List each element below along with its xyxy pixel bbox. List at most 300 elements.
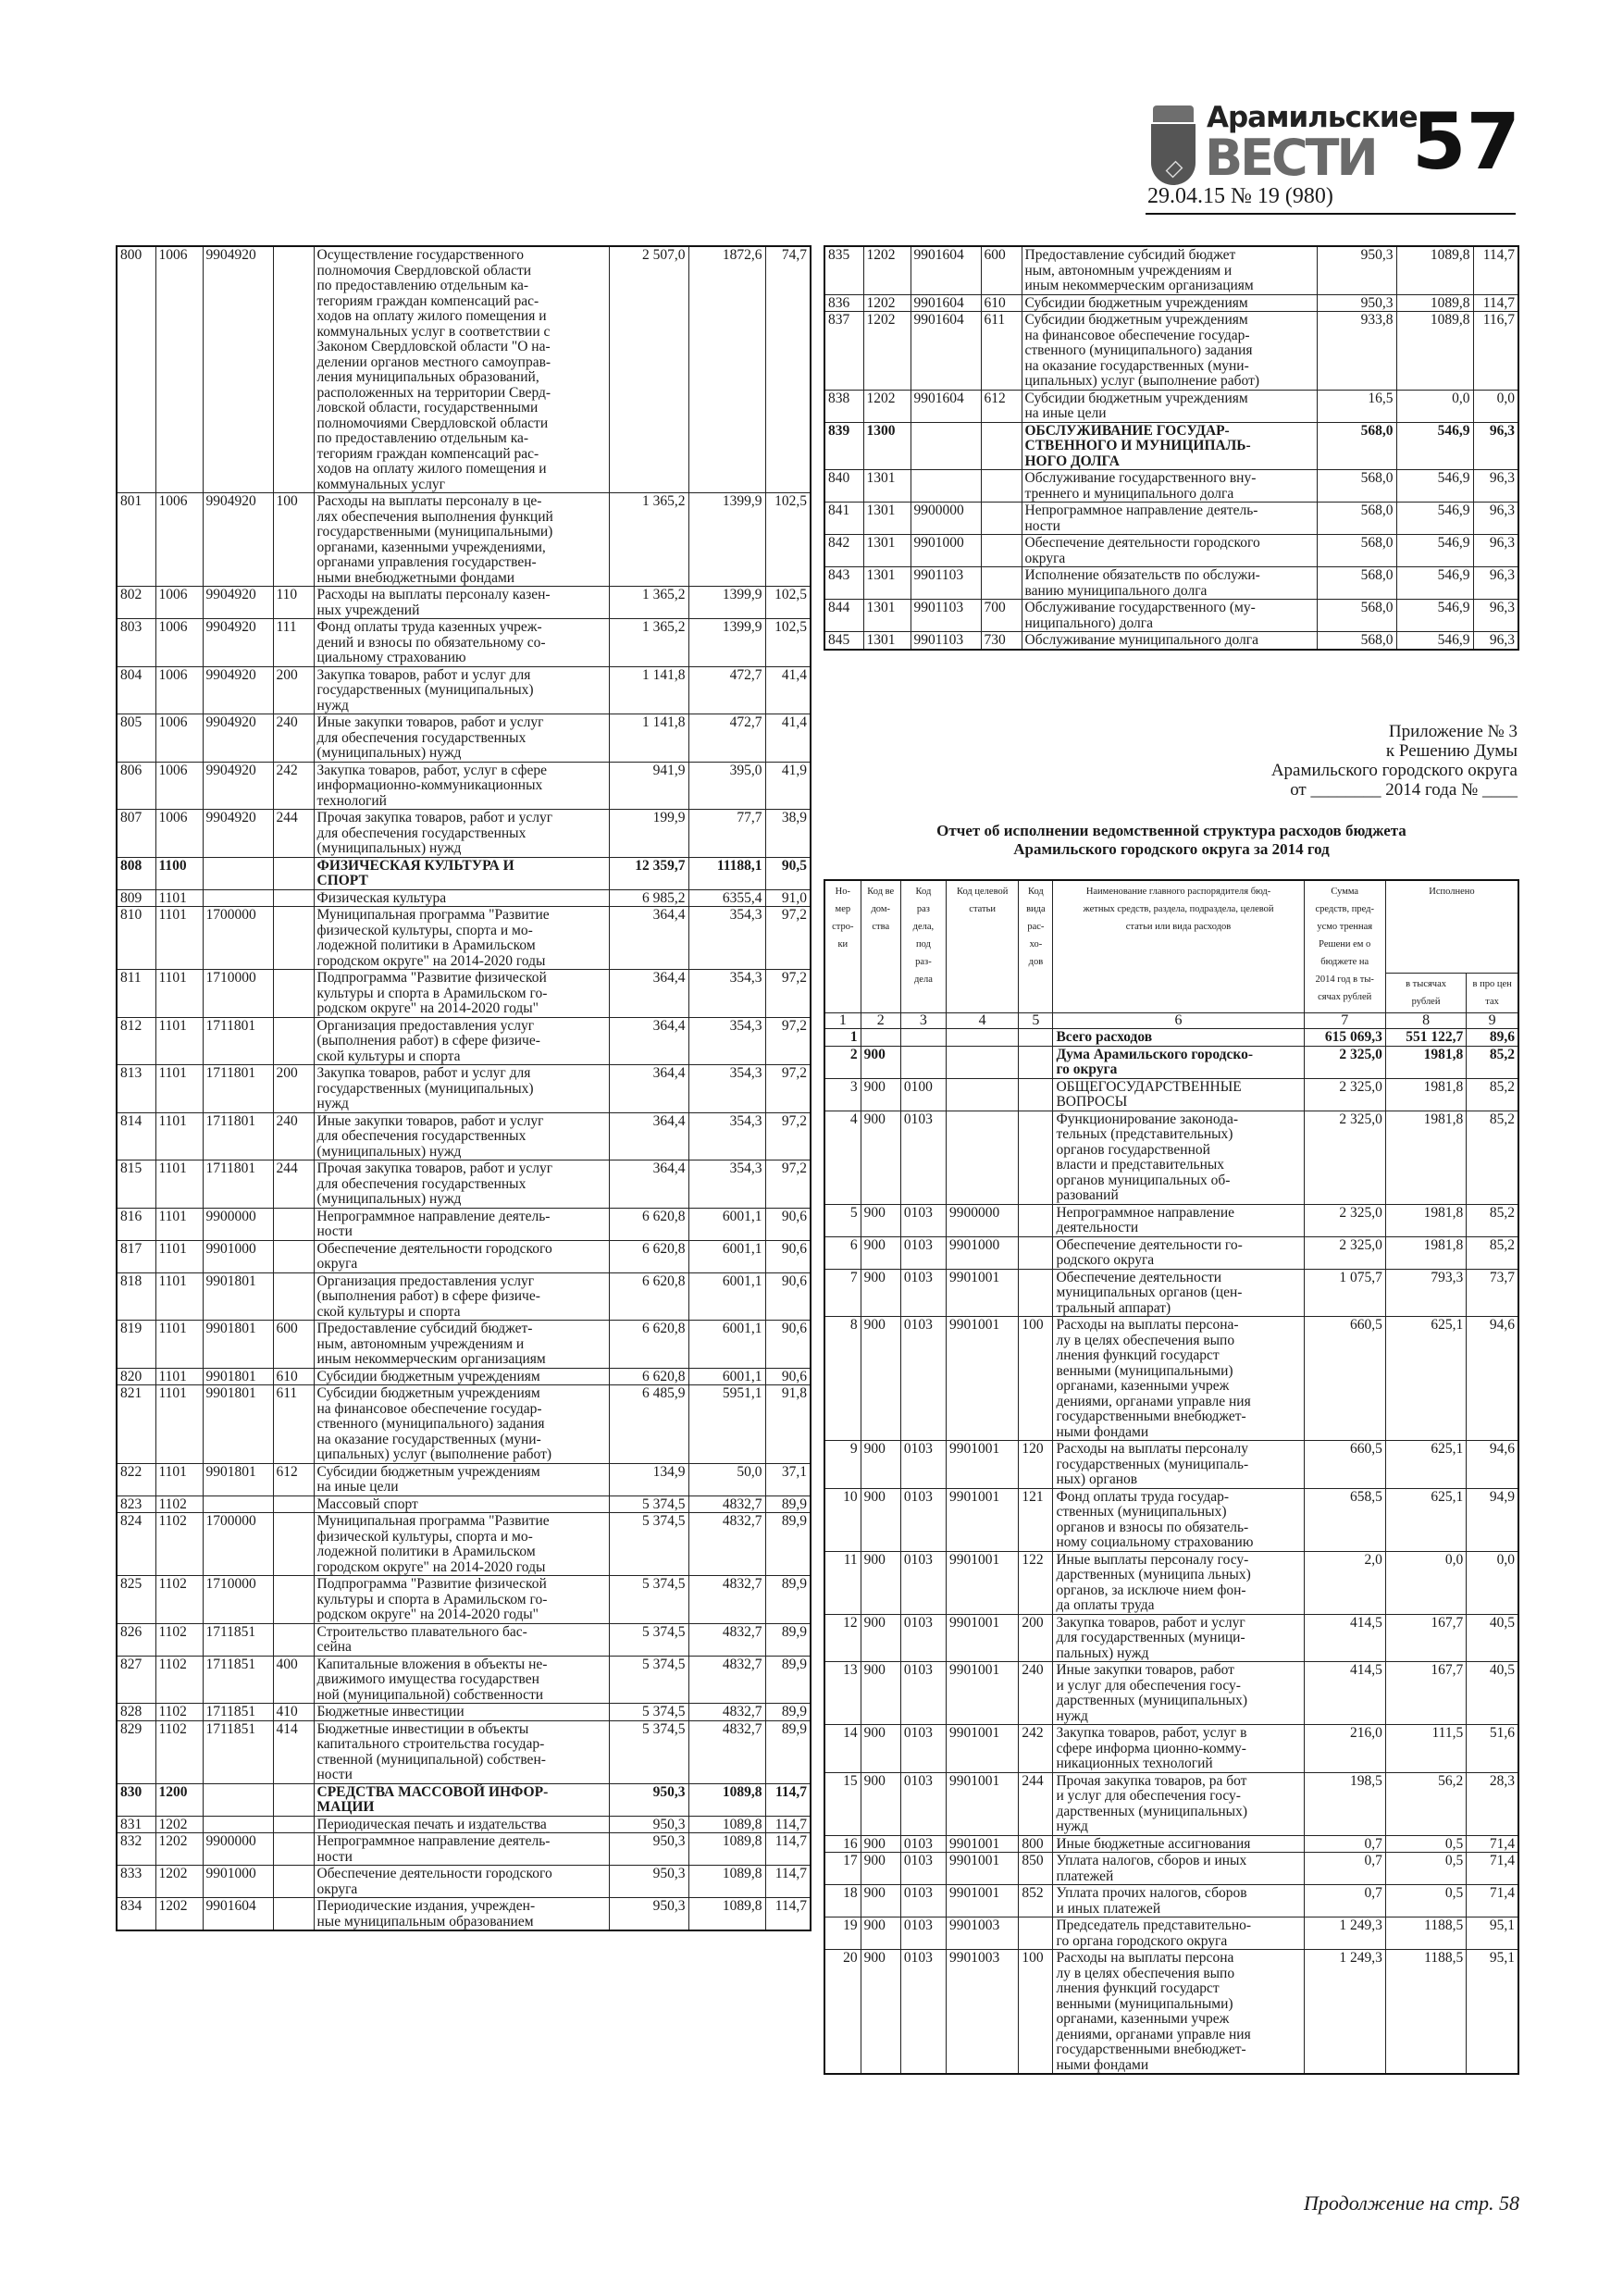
table-cell: 600	[273, 1321, 314, 1369]
table-cell: 89,9	[765, 1513, 811, 1576]
table-cell: 11	[824, 1551, 861, 1614]
table-row	[117, 1385, 811, 1464]
table-cell: 850	[1019, 1853, 1053, 1885]
table-cell	[203, 1496, 273, 1513]
table-cell: Подпрограмма "Развитие физической культуры и спорта в Арамильском го- родском округе" на 2014-2020 годы"	[314, 1576, 609, 1624]
table-cell: 1 249,3	[1304, 1917, 1385, 1950]
table-cell: 832	[117, 1833, 155, 1866]
table-cell	[911, 470, 981, 503]
continued-note: Продолжение на стр. 58	[1304, 2191, 1519, 2215]
header-dept-code: Код ве дом- ства	[861, 880, 900, 1012]
table-cell: 1101	[155, 1112, 203, 1160]
table-cell: 6001,1	[688, 1368, 765, 1385]
table-cell: Непрограммное направление деятель- ности	[1022, 503, 1317, 535]
table-cell	[1019, 1029, 1053, 1047]
table-cell: 1 365,2	[609, 587, 688, 619]
table-cell: 122	[1019, 1551, 1053, 1614]
table-cell	[911, 422, 981, 470]
coat-of-arms-logo	[1149, 105, 1197, 191]
table-cell: 6 485,9	[609, 1385, 688, 1464]
table-cell: 807	[117, 810, 155, 858]
table-cell: ОБСЛУЖИВАНИЕ ГОСУДАР- СТВЕННОГО И МУНИЦИПАЛЬ- НОГО ДОЛГА	[1022, 422, 1317, 470]
table-row	[117, 1720, 811, 1783]
table-cell	[273, 1496, 314, 1513]
table-cell	[900, 1046, 946, 1078]
table-row	[824, 390, 1518, 422]
table-cell: 354,3	[688, 970, 765, 1018]
table-cell: 9901000	[203, 1866, 273, 1898]
column-number: 9	[1467, 1012, 1518, 1029]
table-cell: 0,0	[1473, 390, 1518, 422]
table-row	[824, 1317, 1518, 1441]
table-cell: 20	[824, 1950, 861, 2075]
column-number: 5	[1019, 1012, 1053, 1029]
table-cell: 100	[273, 493, 314, 587]
table-cell: Субсидии бюджетным учреждениям	[314, 1368, 609, 1385]
table-cell: 97,2	[765, 1065, 811, 1113]
table-cell: 1300	[863, 422, 911, 470]
table-cell: 1202	[863, 312, 911, 391]
table-cell: 900	[861, 1917, 900, 1950]
table-cell: Непрограммное направление деятельности	[1053, 1204, 1304, 1236]
table-cell: Закупка товаров, работ, услуг в сфере информа ционно-комму- никационных технологий	[1053, 1725, 1304, 1773]
table-cell: Исполнение обязательств по обслужи- ванию муниципального долга	[1022, 567, 1317, 600]
table-cell: 167,7	[1385, 1662, 1466, 1725]
table-cell: 5 374,5	[609, 1513, 688, 1576]
table-cell: 941,9	[609, 762, 688, 810]
table-row	[117, 246, 811, 493]
table-cell: 9904920	[203, 762, 273, 810]
table-cell: 816	[117, 1208, 155, 1240]
table-cell	[981, 422, 1022, 470]
table-cell: Обслуживание государственного вну- треннего и муниципального долга	[1022, 470, 1317, 503]
column-number-row	[824, 1012, 1518, 1029]
table-cell: 9901103	[911, 567, 981, 600]
table-cell: 56,2	[1385, 1772, 1466, 1835]
table-cell: 0103	[900, 1204, 946, 1236]
table-cell: 900	[861, 1835, 900, 1853]
table-cell: 167,7	[1385, 1614, 1466, 1662]
table-cell: 1399,9	[688, 493, 765, 587]
table-cell	[981, 567, 1022, 600]
table-cell	[273, 1017, 314, 1065]
table-row	[117, 1898, 811, 1931]
table-cell: 1006	[155, 810, 203, 858]
column-number: 4	[947, 1012, 1019, 1029]
table-cell: 364,4	[609, 1017, 688, 1065]
table-cell: 625,1	[1385, 1317, 1466, 1441]
table-cell: 568,0	[1317, 470, 1396, 503]
table-row	[824, 632, 1518, 650]
table-cell: Предоставление субсидий бюджет ным, автономным учреждениям и иным некоммерческим организациям	[1022, 246, 1317, 294]
table-cell: 1711851	[203, 1704, 273, 1721]
table-row	[117, 1833, 811, 1866]
table-cell: 950,3	[609, 1783, 688, 1816]
table-cell: 900	[861, 1614, 900, 1662]
table-cell: 96,3	[1473, 567, 1518, 600]
table-cell: 1872,6	[688, 246, 765, 493]
table-cell: 730	[981, 632, 1022, 650]
table-cell: 9900000	[203, 1208, 273, 1240]
table-cell: 73,7	[1467, 1269, 1518, 1317]
table-cell: Субсидии бюджетным учреждениям на финансовое обеспечение государ- ственного (муниципального) задания на оказание государственных (муни- ципальных) услуг (выполнение работ)	[1022, 312, 1317, 391]
table-cell: 793,3	[1385, 1269, 1466, 1317]
table-cell: 9901801	[203, 1368, 273, 1385]
header-target-code: Код целевой статьи	[947, 880, 1019, 1012]
table-cell: 950,3	[609, 1898, 688, 1931]
table-cell	[1019, 1917, 1053, 1950]
table-cell: 1700000	[203, 907, 273, 970]
table-cell: 804	[117, 666, 155, 714]
table-cell: 97,2	[765, 907, 811, 970]
table-cell: 838	[824, 390, 863, 422]
table-cell: 900	[861, 1662, 900, 1725]
table-cell: 1711801	[203, 1017, 273, 1065]
table-row	[824, 1204, 1518, 1236]
table-cell: 114,7	[765, 1833, 811, 1866]
table-cell: 6001,1	[688, 1321, 765, 1369]
table-cell	[273, 1833, 314, 1866]
table-cell: 822	[117, 1463, 155, 1496]
table-cell: 834	[117, 1898, 155, 1931]
table-cell: 1101	[155, 1385, 203, 1464]
table-row	[824, 1853, 1518, 1885]
table-cell: Расходы на выплаты персона- лу в целях обеспечения выпо лнения функций государст венными (муниципальными) органами, казенными учреж дениями, органами управле ния государственными внебюджет- ными фондами	[1053, 1317, 1304, 1441]
table-cell: 12 359,7	[609, 857, 688, 889]
issue-date: 29.04.15 № 19 (980)	[1147, 184, 1333, 208]
table-cell: 354,3	[688, 1160, 765, 1209]
table-cell: 900	[861, 1725, 900, 1773]
table-cell: 0,5	[1385, 1853, 1466, 1885]
table-cell: 823	[117, 1496, 155, 1513]
table-cell: 819	[117, 1321, 155, 1369]
table-cell: Муниципальная программа "Развитие физической культуры, спорта и мо- лодежной политики в Арамильском городском округе" на 2014-2020 годы	[314, 1513, 609, 1576]
table-cell: 95,1	[1467, 1950, 1518, 2075]
table-cell: 900	[861, 1772, 900, 1835]
table-cell: Фонд оплаты труда государ- ственных (муниципальных) органов и взносы по обязатель- ному социальному страхованию	[1053, 1488, 1304, 1551]
table-cell: 826	[117, 1623, 155, 1656]
table-cell: 806	[117, 762, 155, 810]
table-cell: 41,4	[765, 666, 811, 714]
table-cell: Осуществление государственного полномочия Свердловской области по предоставлению отдельным ка- тегориям граждан компенсаций рас- ходов на оплату жилого помещения и коммунальных услуг в соответствии с Законом Свердловской области "О на- делении органов местного самоуправ- ления муниципальных образований, расположенных на территории Сверд- ловской области, государственными полномочиями Свердловской области по предоставлению отдельным ка- тегориям граждан компенсаций рас- ходов на оплату жилого помещения и коммунальных услуг	[314, 246, 609, 493]
table-cell: 0103	[900, 1488, 946, 1551]
table-row	[117, 1112, 811, 1160]
table-cell	[1019, 1236, 1053, 1269]
table-cell: 37,1	[765, 1463, 811, 1496]
table-cell: 1089,8	[688, 1898, 765, 1931]
table-cell: 9901001	[947, 1772, 1019, 1835]
table-cell: 1006	[155, 762, 203, 810]
table-cell: 1711801	[203, 1160, 273, 1209]
table-cell: Организация предоставления услуг (выполнения работ) в сфере физиче- ской культуры и спорта	[314, 1272, 609, 1321]
table-row	[117, 1623, 811, 1656]
table-cell: 9901604	[911, 294, 981, 312]
table-cell: 1399,9	[688, 587, 765, 619]
table-cell: 114,7	[765, 1816, 811, 1833]
table-row	[117, 1704, 811, 1721]
table-cell: 821	[117, 1385, 155, 1464]
table-cell: 100	[1019, 1317, 1053, 1441]
header-rule	[1146, 213, 1516, 215]
table-cell: 1711801	[203, 1065, 273, 1113]
table-cell: 836	[824, 294, 863, 312]
table-cell: 9901001	[947, 1853, 1019, 1885]
table-cell: 89,9	[765, 1576, 811, 1624]
table-row	[117, 1017, 811, 1065]
table-cell	[273, 1866, 314, 1898]
table-cell: 0103	[900, 1317, 946, 1441]
table-row	[117, 587, 811, 619]
table-cell: 89,9	[765, 1720, 811, 1783]
table-cell: 808	[117, 857, 155, 889]
table-cell: 1102	[155, 1656, 203, 1704]
table-cell: 9904920	[203, 587, 273, 619]
table-cell: 1700000	[203, 1513, 273, 1576]
table-cell: 16,5	[1317, 390, 1396, 422]
table-row	[117, 1866, 811, 1898]
table-cell: 600	[981, 246, 1022, 294]
table-cell	[900, 1029, 946, 1047]
table-row	[117, 889, 811, 907]
table-cell	[273, 1576, 314, 1624]
table-cell: 1188,5	[1385, 1950, 1466, 2075]
table-cell: Уплата прочих налогов, сборов и иных платежей	[1053, 1885, 1304, 1917]
table-cell: 1101	[155, 1240, 203, 1272]
table-cell: 200	[273, 1065, 314, 1113]
table-cell: 240	[1019, 1662, 1053, 1725]
table-cell: 1102	[155, 1576, 203, 1624]
table-cell: 96,3	[1473, 535, 1518, 567]
table-cell: 9901801	[203, 1385, 273, 1464]
table-cell: 9901001	[947, 1441, 1019, 1489]
table-cell: 6 620,8	[609, 1321, 688, 1369]
table-cell: 950,3	[1317, 294, 1396, 312]
table-cell: 568,0	[1317, 567, 1396, 600]
table-row	[824, 535, 1518, 567]
table-cell: Субсидии бюджетным учреждениям на финансовое обеспечение государ- ственного (муниципального) задания на оказание государственных (муни- ципальных) услуг (выполнение работ)	[314, 1385, 609, 1464]
table-cell	[273, 1513, 314, 1576]
table-cell: Прочая закупка товаров, работ и услуг для обеспечения государственных (муниципальных) нужд	[314, 810, 609, 858]
table-cell	[861, 1029, 900, 1047]
table-cell: СРЕДСТВА МАССОВОЙ ИНФОР- МАЦИИ	[314, 1783, 609, 1816]
table-cell: 114,7	[765, 1783, 811, 1816]
right-budget-table	[824, 245, 1519, 651]
appendix-note: Приложение № 3 к Решению Думы Арамильского городского округа от ________ 2014 года № ____	[1270, 722, 1518, 800]
table-cell: 114,7	[1473, 294, 1518, 312]
table-cell: Подпрограмма "Развитие физической культуры и спорта в Арамильском го- родском округе" на 2014-2020 годы"	[314, 970, 609, 1018]
table-cell: 1	[824, 1029, 861, 1047]
table-cell	[947, 1111, 1019, 1204]
table-cell: 1202	[155, 1833, 203, 1866]
table-cell: 9901604	[911, 312, 981, 391]
table-cell: 1301	[863, 567, 911, 600]
table-cell: 1399,9	[688, 619, 765, 667]
table-cell: 77,7	[688, 810, 765, 858]
table-cell: 5 374,5	[609, 1656, 688, 1704]
table-cell: Обслуживание муниципального долга	[1022, 632, 1317, 650]
newspaper-brand: ВЕСТИ	[1205, 129, 1376, 187]
table-cell: 91,8	[765, 1385, 811, 1464]
table-cell: 114,7	[765, 1898, 811, 1931]
table-cell: 8	[824, 1317, 861, 1441]
table-cell: 2 325,0	[1304, 1204, 1385, 1236]
table-cell: Непрограммное направление деятель- ности	[314, 1833, 609, 1866]
table-cell: 9901604	[911, 390, 981, 422]
table-cell: 102,5	[765, 493, 811, 587]
table-cell: 17	[824, 1853, 861, 1885]
table-cell: Председатель представительно- го органа городского округа	[1053, 1917, 1304, 1950]
table-cell: 2 325,0	[1304, 1046, 1385, 1078]
table-cell: 1089,8	[688, 1833, 765, 1866]
table-cell: 94,9	[1467, 1488, 1518, 1551]
table-cell: 610	[273, 1368, 314, 1385]
table-cell: 13	[824, 1662, 861, 1725]
table-row	[824, 503, 1518, 535]
table-cell: 1 249,3	[1304, 1950, 1385, 2075]
table-cell: 6001,1	[688, 1272, 765, 1321]
table-cell: 1101	[155, 1321, 203, 1369]
table-cell: 660,5	[1304, 1441, 1385, 1489]
table-cell: 9904920	[203, 493, 273, 587]
table-cell: 809	[117, 889, 155, 907]
table-cell: 611	[273, 1385, 314, 1464]
table-row	[117, 1463, 811, 1496]
table-row	[117, 810, 811, 858]
table-row	[117, 1496, 811, 1513]
table-cell: 354,3	[688, 907, 765, 970]
table-cell: 16	[824, 1835, 861, 1853]
table-cell: 1301	[863, 470, 911, 503]
table-cell: Непрограммное направление деятель- ности	[314, 1208, 609, 1240]
table-cell: 110	[273, 587, 314, 619]
table-row	[117, 1160, 811, 1209]
table-cell: 134,9	[609, 1463, 688, 1496]
table-cell: 9901001	[947, 1662, 1019, 1725]
table-cell: 9900000	[947, 1204, 1019, 1236]
table-cell: 400	[273, 1656, 314, 1704]
table-cell: ФИЗИЧЕСКАЯ КУЛЬТУРА И СПОРТ	[314, 857, 609, 889]
table-cell: Обеспечение деятельности городского округа	[314, 1866, 609, 1898]
table-cell: Периодические издания, учрежден- ные муниципальным образованием	[314, 1898, 609, 1931]
table-cell	[947, 1078, 1019, 1111]
table-cell: 0103	[900, 1917, 946, 1950]
table-cell: 1202	[863, 294, 911, 312]
table-cell	[981, 535, 1022, 567]
table-cell: 833	[117, 1866, 155, 1898]
table-cell: 9901001	[947, 1551, 1019, 1614]
table-cell	[1019, 1204, 1053, 1236]
table-cell: 658,5	[1304, 1488, 1385, 1551]
table-row	[117, 1208, 811, 1240]
table-cell: 1711851	[203, 1656, 273, 1704]
table-cell: 9901001	[947, 1614, 1019, 1662]
table-cell: 199,9	[609, 810, 688, 858]
table-cell: 414,5	[1304, 1614, 1385, 1662]
table-cell: 9901001	[947, 1269, 1019, 1317]
table-cell: 71,4	[1467, 1835, 1518, 1853]
table-cell: Субсидии бюджетным учреждениям	[1022, 294, 1317, 312]
table-row	[117, 619, 811, 667]
table-cell: Строительство плавательного бас- сейна	[314, 1623, 609, 1656]
table-cell: 950,3	[1317, 246, 1396, 294]
table-cell: 900	[861, 1236, 900, 1269]
table-cell: 1 075,7	[1304, 1269, 1385, 1317]
table-cell: 102,5	[765, 619, 811, 667]
table-cell: 0103	[900, 1111, 946, 1204]
table-cell: 354,3	[688, 1065, 765, 1113]
table-cell: Обеспечение деятельности городского округа	[314, 1240, 609, 1272]
table-cell: 5 374,5	[609, 1576, 688, 1624]
table-cell: 89,9	[765, 1496, 811, 1513]
table-cell: 1 141,8	[609, 714, 688, 763]
table-cell: 0,5	[1385, 1835, 1466, 1853]
table-row	[824, 422, 1518, 470]
table-cell: 0,0	[1385, 1551, 1466, 1614]
table-cell: 1006	[155, 493, 203, 587]
table-cell: 9901001	[947, 1885, 1019, 1917]
table-cell: 1101	[155, 970, 203, 1018]
table-cell: 805	[117, 714, 155, 763]
table-cell: 0103	[900, 1441, 946, 1489]
table-cell: Дума Арамильского городско- го округа	[1053, 1046, 1304, 1078]
table-cell: 120	[1019, 1441, 1053, 1489]
table-cell: 6 620,8	[609, 1368, 688, 1385]
table-cell: 200	[273, 666, 314, 714]
table-cell: 0103	[900, 1614, 946, 1662]
table-cell: 568,0	[1317, 535, 1396, 567]
table-cell: 6 985,2	[609, 889, 688, 907]
table-cell: 9901001	[947, 1725, 1019, 1773]
table-row	[824, 1078, 1518, 1111]
table-cell: 845	[824, 632, 863, 650]
table-cell: 90,6	[765, 1321, 811, 1369]
table-cell: 9901103	[911, 632, 981, 650]
table-cell: 97,2	[765, 1112, 811, 1160]
header-exec-percent: в про цен тах	[1467, 973, 1518, 1012]
table-cell: 10	[824, 1488, 861, 1551]
header-exec-thousands: в тысячах рублей	[1385, 973, 1466, 1012]
table-cell: 19	[824, 1917, 861, 1950]
table-cell: 546,9	[1396, 535, 1473, 567]
table-cell: 0103	[900, 1950, 946, 2075]
table-cell	[947, 1029, 1019, 1047]
table-cell: 9901001	[947, 1488, 1019, 1551]
table-cell: 1301	[863, 632, 911, 650]
table-cell: Массовый спорт	[314, 1496, 609, 1513]
table-cell: 611	[981, 312, 1022, 391]
table-cell: 546,9	[1396, 470, 1473, 503]
table-cell: 810	[117, 907, 155, 970]
table-cell: 364,4	[609, 907, 688, 970]
table-cell: 114,7	[1473, 246, 1518, 294]
table-cell: 9900000	[203, 1833, 273, 1866]
table-cell: 4832,7	[688, 1513, 765, 1576]
table-cell: 1711851	[203, 1623, 273, 1656]
table-cell: 71,4	[1467, 1853, 1518, 1885]
column-number: 6	[1053, 1012, 1304, 1029]
table-cell: 1089,8	[688, 1816, 765, 1833]
table-cell: 568,0	[1317, 503, 1396, 535]
table-cell: 4832,7	[688, 1623, 765, 1656]
table-cell: Прочая закупка товаров, ра бот и услуг для обеспечения госу- дарственных (муниципальных) нужд	[1053, 1772, 1304, 1835]
table-cell: 4832,7	[688, 1656, 765, 1704]
table-cell: 5 374,5	[609, 1704, 688, 1721]
table-row	[117, 666, 811, 714]
table-cell: 18	[824, 1885, 861, 1917]
table-row	[824, 294, 1518, 312]
table-cell: 200	[1019, 1614, 1053, 1662]
table-cell: 829	[117, 1720, 155, 1783]
